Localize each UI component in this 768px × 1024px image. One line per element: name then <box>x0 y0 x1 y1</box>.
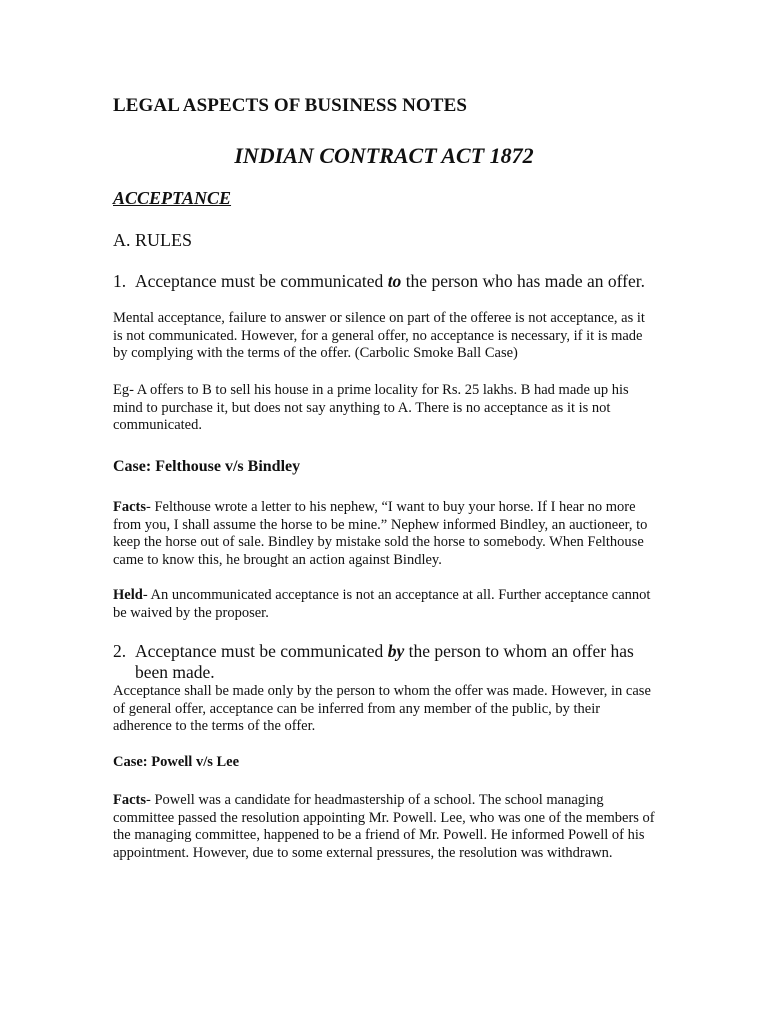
rule-1 <box>113 271 658 292</box>
case-felthouse-held <box>113 587 658 622</box>
rule-2 <box>113 641 658 683</box>
rule-1-number: 1. <box>113 271 127 291</box>
rule-2-text-before: Acceptance must be communicated <box>135 641 388 661</box>
rule-2-text <box>113 641 658 683</box>
rule-2-explanation: Acceptance shall be made only by the person to whom the offer was made. However, in case of general offer, acceptance can be inferred from any member of the public, by their adherence to the terms of the offer. <box>113 683 651 735</box>
facts-label: Facts <box>113 499 147 515</box>
rule-1-text-after: the person who has made an offer. <box>401 271 645 291</box>
case-felthouse-title: Case: Felthouse v/s Bindley <box>113 458 301 475</box>
section-title-acceptance: ACCEPTANCE <box>113 188 232 208</box>
rule-2-text-after: the person to whom an offer has been made. <box>135 641 634 682</box>
case-powell-facts <box>113 792 658 863</box>
case-powell-title: Case: Powell v/s Lee <box>113 754 240 770</box>
held-label: Held <box>113 587 143 603</box>
facts-text: - Felthouse wrote a letter to his nephew, “I want to buy your horse. If I hear no more from you, I shall assume the horse to be mine.” Nephew informed Bindley, an auctioneer, to keep the horse out of sale. Bindley by mistake sold the horse to somebody. When Felthouse came to know this, he brought an action against Bindley. <box>113 499 648 569</box>
rule-1-text-before: Acceptance must be communicated <box>135 271 388 291</box>
rule-1-explanation: Mental acceptance, failure to answer or silence on part of the offeree is not acceptance, as it is not communicated. However, for a general offer, no acceptance is necessary, if it is made by complying with the terms of the offer. (Carbolic Smoke Ball Case) <box>113 310 645 362</box>
act-title: INDIAN CONTRACT ACT 1872 <box>234 143 534 168</box>
rules-heading: A. RULES <box>113 230 193 250</box>
rule-1-example: Eg- A offers to B to sell his house in a prime locality for Rs. 25 lakhs. B had made up his mind to purchase it, but does not say anything to A. There is no acceptance as it is not communicated. <box>113 382 629 434</box>
rule-2-emphasis: by <box>387 641 405 661</box>
document-title: LEGAL ASPECTS OF BUSINESS NOTES <box>113 95 468 116</box>
case-felthouse-facts <box>113 499 658 570</box>
held-text: - An uncommunicated acceptance is not an acceptance at all. Further acceptance cannot be waived by the proposer. <box>113 587 651 621</box>
rule-1-text <box>113 271 658 292</box>
rule-1-emphasis: to <box>387 271 402 291</box>
facts-label: Facts <box>113 792 147 808</box>
rule-2-number: 2. <box>113 641 127 661</box>
facts-text: - Powell was a candidate for headmastership of a school. The school managing committee passed the resolution appointing Mr. Powell. Lee, who was one of the members of the managing committee, happened to be a friend of Mr. Powell. He informed Powell of his appointment. However, due to some external pressures, the resolution was withdrawn. <box>113 792 655 862</box>
